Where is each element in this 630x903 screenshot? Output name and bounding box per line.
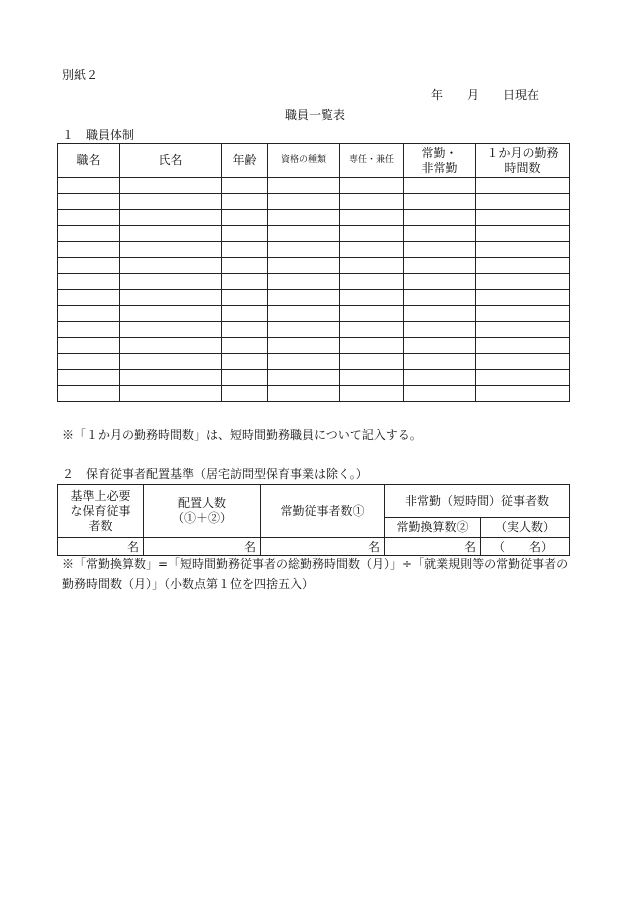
staff-table-cell[interactable] [268,306,340,322]
col-qualification: 資格の種類 [268,144,340,178]
staff-table-cell[interactable] [476,290,570,306]
staff-table-cell[interactable] [222,178,268,194]
staff-table-cell[interactable] [58,306,120,322]
converted-count-cell[interactable]: 名 [385,538,481,556]
staff-table-row [58,178,570,194]
staff-table-row [58,322,570,338]
date-year: 年 [431,88,444,102]
staff-table-cell[interactable] [268,226,340,242]
staff-table-cell[interactable] [476,178,570,194]
attachment-label: 別紙２ [62,68,99,82]
staff-table-row [58,258,570,274]
staff-table-cell[interactable] [222,274,268,290]
staff-table-row [58,306,570,322]
staff-table-row [58,386,570,402]
staff-table-cell[interactable] [340,242,404,258]
required-staff-cell[interactable]: 名 [58,538,144,556]
staff-table-header [58,144,570,178]
placement-count-cell[interactable]: 名 [144,538,261,556]
staff-table-cell[interactable] [268,178,340,194]
staff-table-cell[interactable] [222,306,268,322]
staff-table-cell[interactable] [340,290,404,306]
staff-table-cell[interactable] [404,226,476,242]
staff-table-cell[interactable] [222,370,268,386]
staff-table-cell[interactable] [476,322,570,338]
staff-table-cell[interactable] [404,386,476,402]
staff-table-cell[interactable] [340,322,404,338]
staff-table-cell[interactable] [476,338,570,354]
staff-table-cell[interactable] [58,338,120,354]
staff-table-cell[interactable] [58,386,120,402]
staff-table-cell[interactable] [58,370,120,386]
staff-table-cell[interactable] [120,274,222,290]
col-required-staff: 基準上必要 な保育従事 者数 [58,485,144,538]
staff-table-cell[interactable] [268,242,340,258]
staff-table-cell[interactable] [404,370,476,386]
staff-table-cell[interactable] [58,274,120,290]
staff-table-cell[interactable] [222,338,268,354]
col-job-title: 職名 [58,144,120,178]
staff-table-cell[interactable] [222,210,268,226]
staff-table-cell[interactable] [340,226,404,242]
staff-table-cell[interactable] [476,226,570,242]
staff-table-cell[interactable] [58,242,120,258]
staff-table-cell[interactable] [404,178,476,194]
staff-table-cell[interactable] [222,322,268,338]
staff-table-cell[interactable] [476,354,570,370]
staff-table-cell[interactable] [268,258,340,274]
staff-table-cell[interactable] [268,386,340,402]
staff-table-cell[interactable] [340,370,404,386]
staff-table-cell[interactable] [340,258,404,274]
page-title: 職員一覧表 [284,108,345,122]
staff-table [57,143,570,402]
col-parttime-staff: 非常勤（短時間）従事者数 [385,485,570,518]
staff-table-cell[interactable] [222,354,268,370]
staff-table-row [58,274,570,290]
section1-note: ※「１か月の勤務時間数」は、短時間勤務職員について記入する。 [62,428,422,442]
staff-table-cell[interactable] [476,274,570,290]
staff-table-cell[interactable] [476,242,570,258]
staff-table-row [58,370,570,386]
staff-table-cell[interactable] [268,354,340,370]
staff-table-cell[interactable] [476,258,570,274]
staff-table-cell[interactable] [120,338,222,354]
staff-table-cell[interactable] [404,274,476,290]
staffing-table [57,484,570,556]
staff-table-cell[interactable] [58,226,120,242]
staff-table-cell[interactable] [222,226,268,242]
staff-table-cell[interactable] [268,322,340,338]
staff-table-row [58,290,570,306]
staff-table-cell[interactable] [58,354,120,370]
staff-table-cell[interactable] [404,194,476,210]
col-employment-type: 常勤・ 非常勤 [404,144,476,178]
staff-table-cell[interactable] [222,242,268,258]
staff-table-cell[interactable] [120,194,222,210]
staff-table-cell[interactable] [268,370,340,386]
staff-table-row [58,226,570,242]
staff-table-cell[interactable] [340,338,404,354]
staff-table-cell[interactable] [404,290,476,306]
staff-table-cell[interactable] [476,306,570,322]
staff-table-cell[interactable] [120,354,222,370]
staff-table-cell[interactable] [58,194,120,210]
staff-table-cell[interactable] [268,338,340,354]
staff-table-cell[interactable] [404,322,476,338]
col-converted-count: 常勤換算数② [385,518,481,538]
staff-table-cell[interactable] [476,386,570,402]
staff-table-cell[interactable] [120,242,222,258]
staff-table-row [58,242,570,258]
staff-table-cell[interactable] [120,226,222,242]
fulltime-staff-cell[interactable]: 名 [261,538,385,556]
section2-note-line1: ※「常勤換算数」=「短時間勤務従事者の総勤務時間数（月）」÷「就業規則等の常勤従事者の [62,557,569,571]
staff-table-row [58,338,570,354]
staff-table-cell[interactable] [58,210,120,226]
staff-table-body [58,178,570,402]
col-name: 氏名 [120,144,222,178]
col-monthly-hours: １か月の勤務 時間数 [476,144,570,178]
staff-table-cell[interactable] [340,306,404,322]
staff-table-row [58,354,570,370]
staff-table-cell[interactable] [58,322,120,338]
staff-table-cell[interactable] [340,178,404,194]
staff-table-cell[interactable] [404,354,476,370]
staff-table-cell[interactable] [120,306,222,322]
staff-table-cell[interactable] [268,290,340,306]
section2-heading: ２ 保育従事者配置基準（居宅訪問型保育事業は除く。） [62,467,368,481]
staff-table-cell[interactable] [120,290,222,306]
col-age: 年齢 [222,144,268,178]
staff-table-cell[interactable] [58,178,120,194]
staff-table-cell[interactable] [120,322,222,338]
col-fulltime-staff: 常勤従事者数① [261,485,385,538]
staff-table-cell[interactable] [58,290,120,306]
staff-table-cell[interactable] [340,274,404,290]
staff-table-cell[interactable] [268,274,340,290]
staff-table-cell[interactable] [222,258,268,274]
staff-table-cell[interactable] [58,258,120,274]
date-day: 日現在 [503,88,540,102]
section1-heading: １ 職員体制 [62,128,135,142]
staff-table-cell[interactable] [476,210,570,226]
staff-table-row [58,210,570,226]
section2-note-line2: 勤務時間数（月）」（小数点第１位を四捨五入） [62,577,315,591]
staff-table-cell[interactable] [404,242,476,258]
staff-table-cell[interactable] [340,386,404,402]
staff-table-cell[interactable] [340,194,404,210]
col-placement-count: 配置人数 （①＋②） [144,485,261,538]
staff-table-cell[interactable] [120,370,222,386]
staff-table-cell[interactable] [476,194,570,210]
staff-table-cell[interactable] [268,194,340,210]
staff-table-cell[interactable] [222,386,268,402]
staff-table-cell[interactable] [222,290,268,306]
staff-table-cell[interactable] [404,258,476,274]
staff-table-cell[interactable] [404,338,476,354]
staff-table-cell[interactable] [222,194,268,210]
col-actual-count: （実人数） [481,518,570,538]
actual-count-cell[interactable]: （ 名） [481,538,570,556]
staff-table-cell[interactable] [120,258,222,274]
staff-table-cell[interactable] [120,386,222,402]
staff-table-cell[interactable] [476,370,570,386]
col-dedicated: 専任・兼任 [340,144,404,178]
date-month: 月 [467,88,480,102]
staff-table-cell[interactable] [268,210,340,226]
staff-table-cell[interactable] [404,306,476,322]
staff-table-cell[interactable] [120,210,222,226]
staff-table-cell[interactable] [340,354,404,370]
staff-table-cell[interactable] [340,210,404,226]
staff-table-cell[interactable] [404,210,476,226]
staff-table-cell[interactable] [120,178,222,194]
staff-table-row [58,194,570,210]
